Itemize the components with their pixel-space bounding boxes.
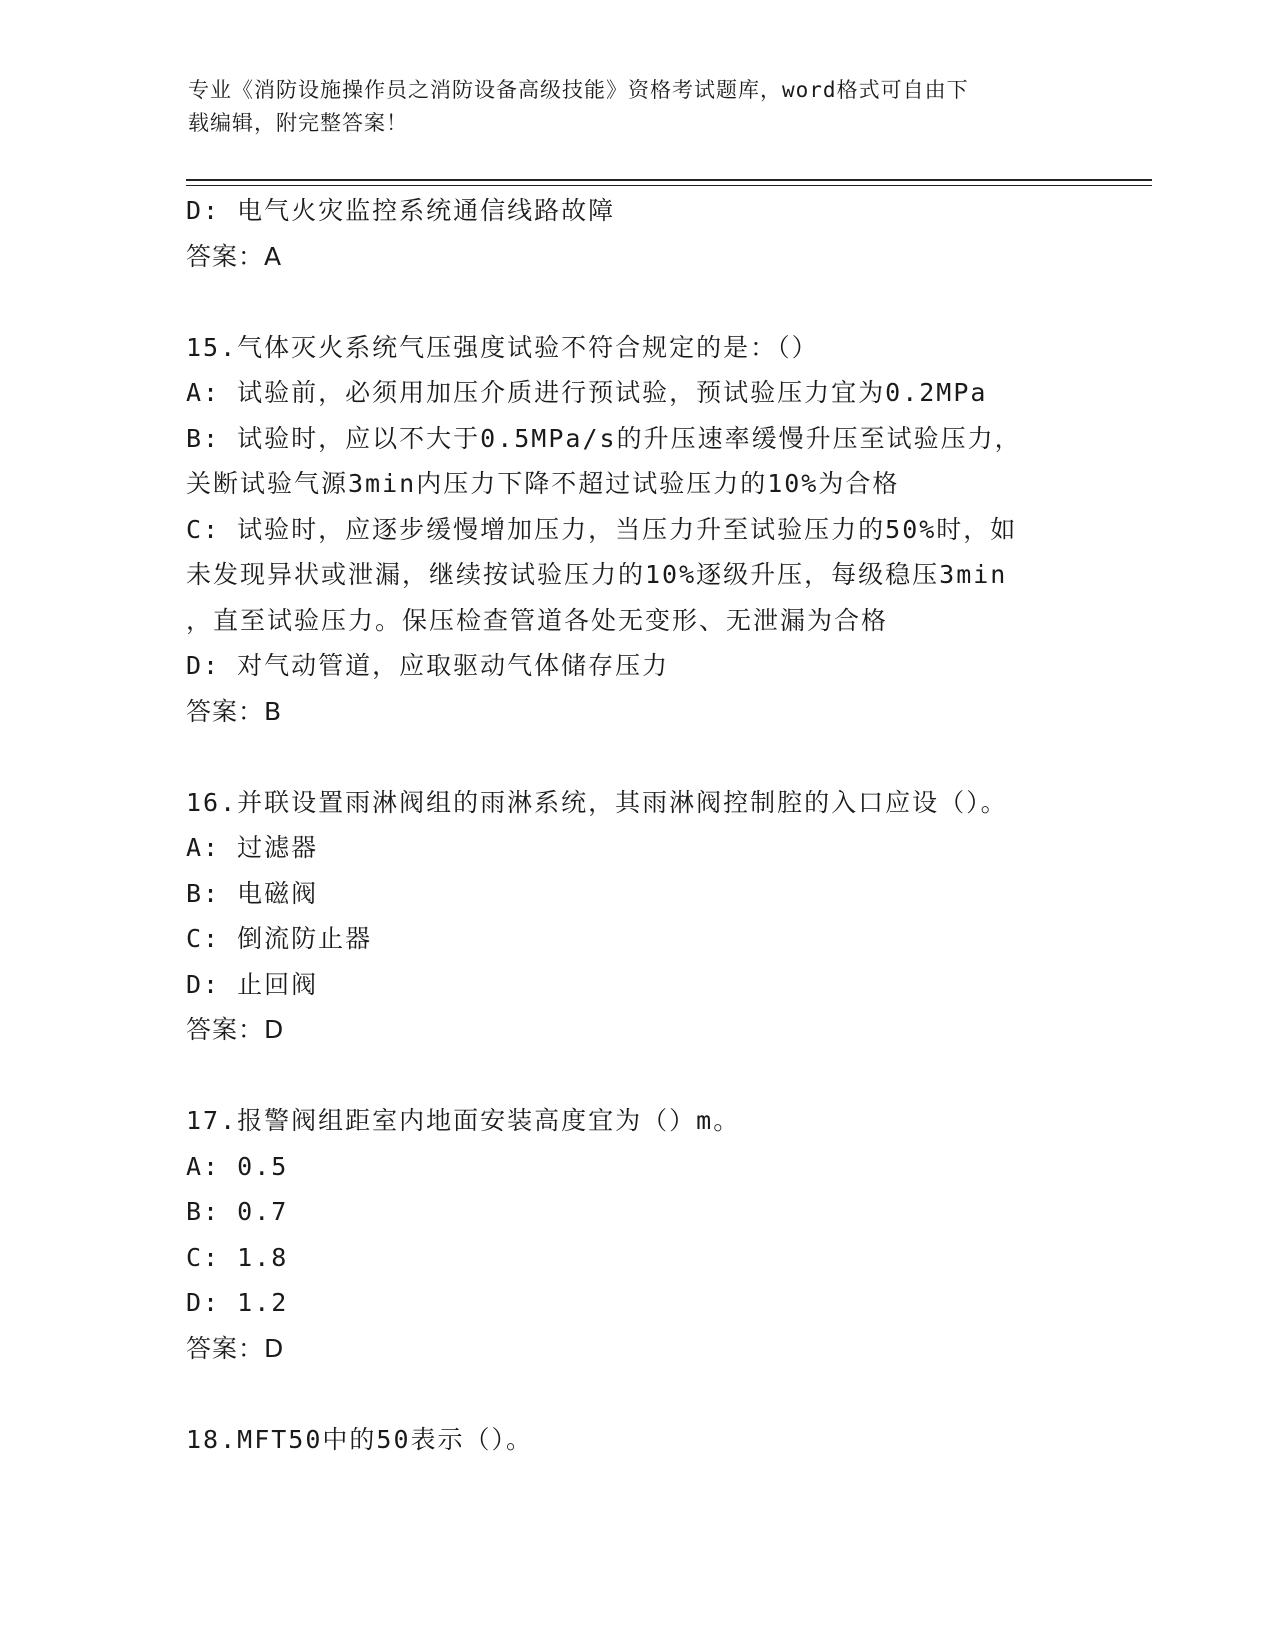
question-15-option-c-line-1: C: 试验时，应逐步缓慢增加压力，当压力升至试验压力的50%时，如	[186, 514, 1018, 544]
question-15-option-c-line-3: ，直至试验压力。保压检查管道各处无变形、无泄漏为合格	[186, 605, 889, 635]
question-15-option-d: D: 对气动管道，应取驱动气体储存压力	[186, 651, 670, 680]
header-rule-thin	[186, 185, 1152, 186]
question-16-option-d: D: 止回阀	[186, 969, 319, 999]
question-16-text: 16.并联设置雨淋阀组的雨淋系统，其雨淋阀控制腔的入口应设（）。	[186, 787, 1008, 817]
question-15-option-b-line-2: 关断试验气源3min内压力下降不超过试验压力的10%为合格	[186, 469, 900, 498]
header-rule-thick	[186, 179, 1152, 181]
question-16-option-b: B: 电磁阀	[186, 878, 319, 908]
spacer	[186, 1053, 1086, 1099]
question-17-option-c: C: 1.8	[186, 1242, 289, 1272]
spacer	[186, 1371, 1086, 1417]
question-16-option-c: C: 倒流防止器	[186, 924, 373, 953]
question-18	[186, 1417, 1086, 1463]
question-17-option-d: D: 1.2	[186, 1288, 289, 1317]
prev-option-d: D: 电气火灾监控系统通信线路故障	[186, 196, 616, 225]
spacer	[186, 734, 1086, 780]
question-16-option-a: A: 过滤器	[186, 833, 319, 862]
document-header	[188, 74, 1068, 140]
prev-answer: 答案：A	[186, 241, 283, 271]
header-line-1: 专业《消防设施操作员之消防设备高级技能》资格考试题库，word格式可自由下	[188, 78, 969, 102]
spacer	[186, 279, 1086, 325]
question-16-answer: 答案：D	[186, 1015, 285, 1044]
question-15-option-b-line-1: B: 试验时，应以不大于0.5MPa/s的升压速率缓慢升压至试验压力，	[186, 423, 1022, 453]
header-line-2: 载编辑，附完整答案！	[188, 111, 408, 135]
question-17	[186, 1098, 1086, 1371]
question-15	[186, 325, 1086, 735]
question-15-option-a: A: 试验前，必须用加压介质进行预试验，预试验压力宜为0.2MPa	[186, 378, 988, 407]
question-17-option-b: B: 0.7	[186, 1197, 289, 1226]
question-18-text: 18.MFT50中的50表示（）。	[186, 1424, 534, 1454]
question-17-option-a: A: 0.5	[186, 1151, 289, 1181]
question-15-answer: 答案：B	[186, 696, 283, 726]
question-17-text: 17.报警阀组距室内地面安装高度宜为（）m。	[186, 1106, 741, 1135]
question-15-text: 15.气体灭火系统气压强度试验不符合规定的是：（）	[186, 332, 819, 362]
question-15-option-c-line-2: 未发现异状或泄漏，继续按试验压力的10%逐级升压，每级稳压3min	[186, 560, 1008, 589]
question-17-answer: 答案：D	[186, 1333, 285, 1363]
question-content	[186, 188, 1086, 1462]
question-16	[186, 780, 1086, 1053]
